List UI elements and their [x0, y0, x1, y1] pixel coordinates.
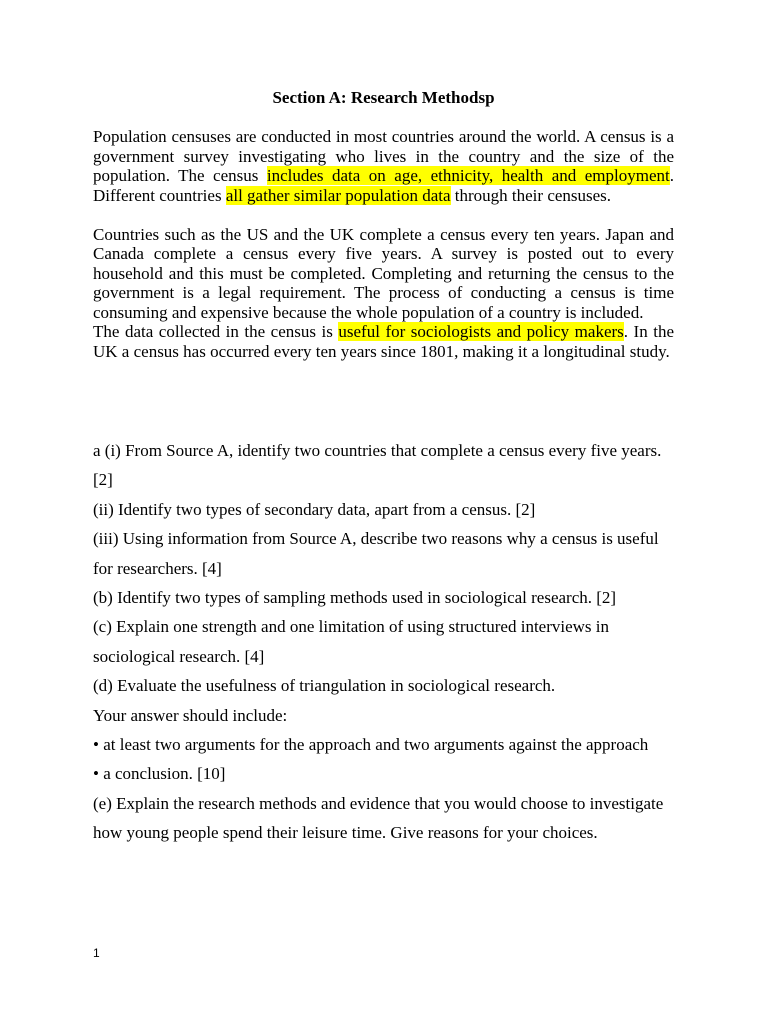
section-title: Section A: Research Methodsp — [272, 88, 495, 107]
question-e: (e) Explain the research methods and evidence that you would choose to investigate how young people spend their leisure time. Give reasons for your choices. — [93, 793, 664, 843]
highlighted-text: useful for sociologists and policy makers — [338, 322, 624, 341]
answer-instruction: Your answer should include: — [93, 705, 288, 725]
question-c: (c) Explain one strength and one limitation of using structured interviews in sociological research. [4] — [93, 617, 610, 666]
question-a-ii: (ii) Identify two types of secondary data, apart from a census. [2] — [93, 499, 536, 519]
question-a-iii: (iii) Using information from Source A, describe two reasons why a census is useful for researchers. [4] — [93, 529, 659, 578]
source-paragraph-2: Countries such as the US and the UK complete a census every ten years. Japan and Canada complete a census every five years. A survey is posted out to every household and this must be completed. Completing and returning the census to the government is a legal requirement. The process of conducting a census is time consuming and expensive because the whole population of a country is included. — [93, 224, 674, 322]
answer-bullet-2: • a conclusion. [10] — [93, 764, 226, 784]
text-run: The data collected in the census is — [93, 322, 339, 341]
question-a-i: a (i) From Source A, identify two countries that complete a census every five years. [2] — [93, 441, 662, 490]
source-paragraph-1 — [93, 127, 674, 205]
text-run: . In the UK a census has occurred every ten years since 1801, making it a longitudinal study. — [93, 322, 675, 361]
highlighted-text: includes data on age, ethnicity, health and employment — [266, 166, 670, 185]
source-paragraph-3 — [93, 322, 674, 361]
text-run: through their censuses. — [450, 185, 612, 205]
question-d: (d) Evaluate the usefulness of triangulation in sociological research. — [93, 676, 556, 696]
question-b: (b) Identify two types of sampling methods used in sociological research. [2] — [93, 588, 617, 608]
answer-bullet-1: • at least two arguments for the approach and two arguments against the approach — [93, 735, 649, 755]
source-a-text — [93, 127, 674, 361]
text-run: . Different countries — [93, 166, 674, 205]
question-list — [93, 436, 674, 848]
text-run: Population censuses are conducted in most countries around the world. A census is a government survey investigating who lives in the country and the size of the population. The census — [93, 127, 674, 185]
highlighted-text: all gather similar population data — [225, 185, 451, 205]
page-number: 1 — [93, 946, 100, 960]
